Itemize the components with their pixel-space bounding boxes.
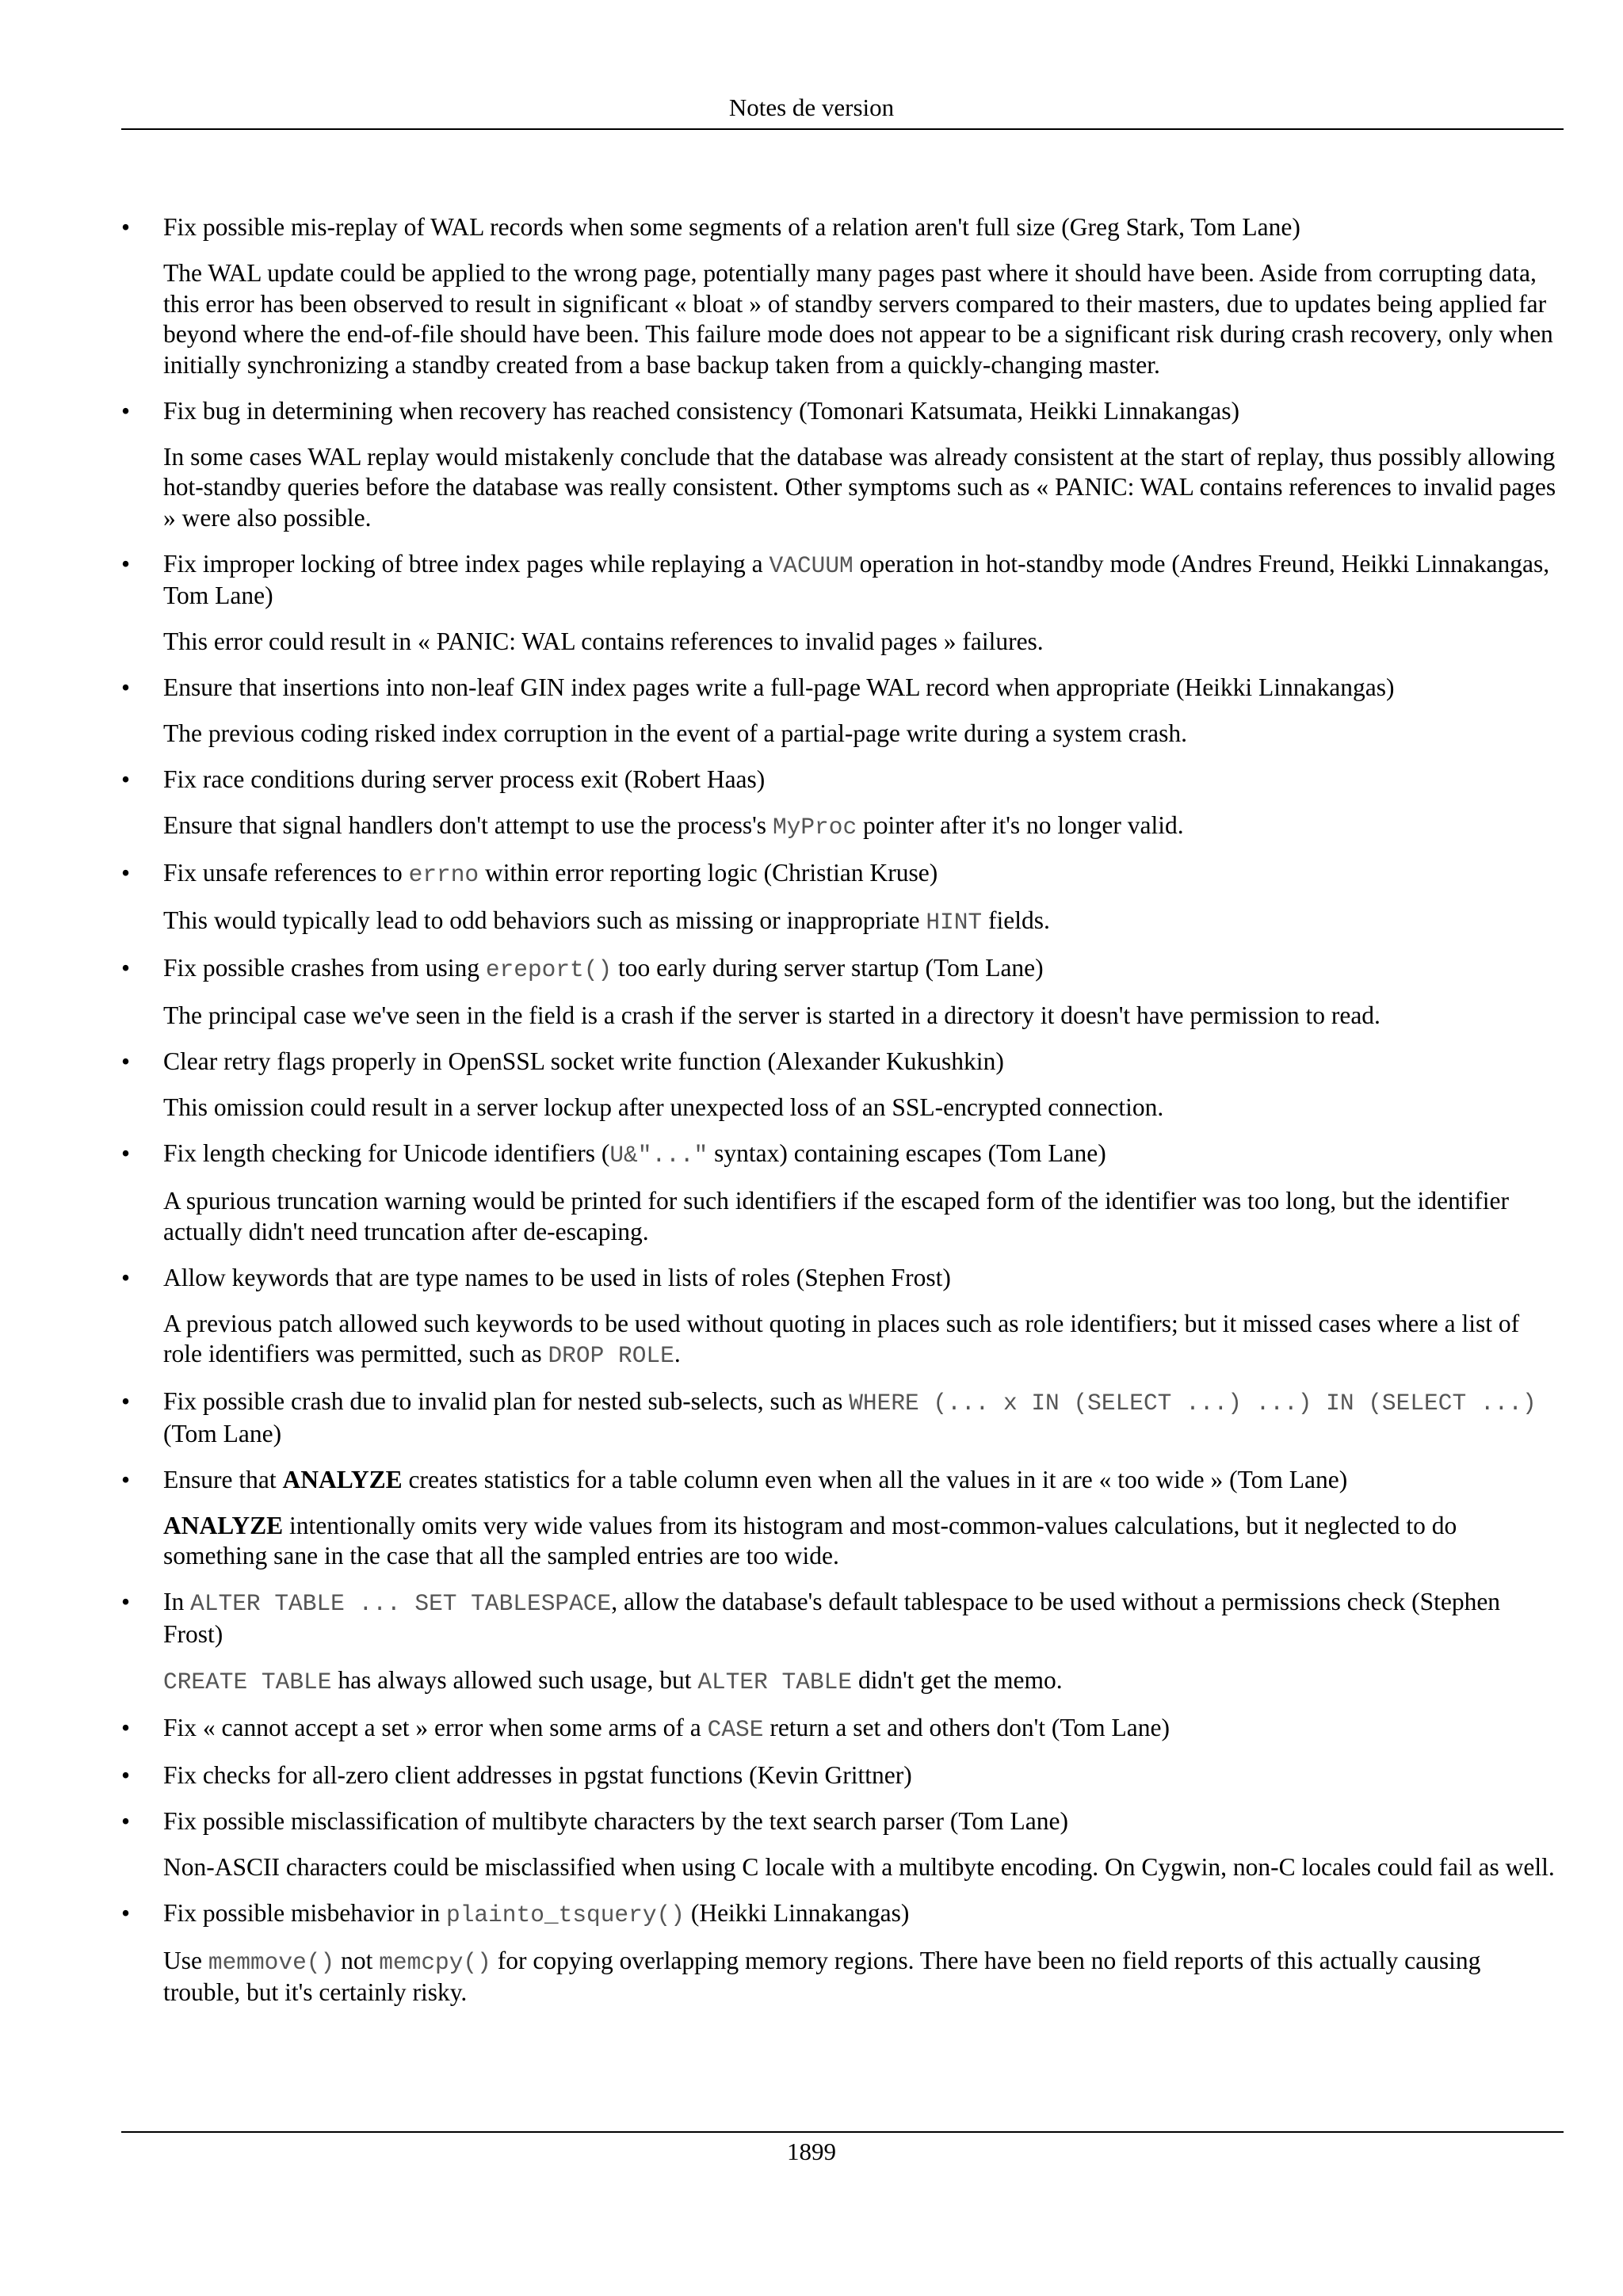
- item-summary: [163, 1713, 1564, 1745]
- bullet-icon: •: [121, 1713, 131, 1741]
- list-item: [121, 1760, 1564, 1791]
- list-item: [121, 1587, 1564, 1697]
- bullet-icon: •: [121, 1139, 131, 1167]
- text-run: Fix improper locking of btree index pages while replaying a: [163, 549, 769, 578]
- inline-code: plainto_tsquery(): [446, 1901, 685, 1928]
- bullet-icon: •: [121, 954, 131, 982]
- item-summary: [163, 1760, 1564, 1791]
- inline-code: CREATE TABLE: [163, 1668, 332, 1695]
- bullet-icon: •: [121, 1387, 131, 1415]
- text-run: pointer after it's no longer valid.: [857, 811, 1184, 839]
- list-item: [121, 765, 1564, 843]
- page-number: 1899: [787, 2138, 836, 2165]
- text-run: fields.: [982, 906, 1050, 934]
- item-summary: [163, 1465, 1564, 1496]
- text-run: Fix possible crash due to invalid plan for nested sub-selects, such as: [163, 1387, 850, 1415]
- item-summary: [163, 765, 1564, 795]
- inline-code: memcpy(): [379, 1948, 491, 1976]
- list-item: [121, 858, 1564, 938]
- item-description: [163, 627, 1564, 658]
- item-description: [163, 1001, 1564, 1032]
- text-run: The principal case we've seen in the field is a crash if the server is started in a directory it doesn't have permission to read.: [163, 1001, 1381, 1029]
- list-item: [121, 1806, 1564, 1883]
- list-item: [121, 1263, 1564, 1371]
- item-summary: [163, 953, 1564, 986]
- item-summary: [163, 1138, 1564, 1171]
- text-run: (Tom Lane): [163, 1419, 282, 1447]
- text-run: didn't get the memo.: [852, 1665, 1063, 1694]
- text-run: Fix possible misbehavior in: [163, 1898, 446, 1927]
- item-description: [163, 1186, 1564, 1247]
- item-description: [163, 442, 1564, 534]
- list-item: [121, 1898, 1564, 2008]
- list-item: [121, 1047, 1564, 1123]
- list-item: [121, 1713, 1564, 1745]
- text-run: The WAL update could be applied to the wrong page, potentially many pages past where it should have been. Aside from corrupting data, this error has been observed to result in significant « bloat » of standby servers compared to their masters, due to updates being applied far beyond where the end-of-file should have been. This failure mode does not appear to be a significant risk during crash recovery, only when initially synchronizing a standby created from a base backup taken from a quickly-changing master.: [163, 259, 1553, 379]
- item-description: [163, 1511, 1564, 1572]
- bullet-icon: •: [121, 396, 131, 425]
- text-run: within error reporting logic (Christian Kruse): [479, 859, 938, 887]
- list-item: [121, 953, 1564, 1032]
- inline-code: ALTER TABLE ... SET TABLESPACE: [190, 1590, 612, 1617]
- bullet-icon: •: [121, 1047, 131, 1075]
- text-run: Allow keywords that are type names to be used in lists of roles (Stephen Frost): [163, 1263, 951, 1291]
- item-summary: [163, 396, 1564, 427]
- bullet-icon: •: [121, 1806, 131, 1835]
- bold-term: ANALYZE: [282, 1465, 403, 1493]
- bullet-icon: •: [121, 1263, 131, 1291]
- text-run: Fix possible crashes from using: [163, 954, 486, 982]
- header-rule: [121, 128, 1564, 130]
- bullet-icon: •: [121, 1465, 131, 1493]
- text-run: has always allowed such usage, but: [331, 1665, 698, 1694]
- running-header: Notes de version: [728, 93, 895, 121]
- inline-code: HINT: [926, 909, 983, 936]
- text-run: , allow the database's default tablespace to be used without a permissions check (Stephen Frost): [163, 1588, 1501, 1648]
- list-item: [121, 212, 1564, 380]
- release-notes-list: [121, 212, 1564, 2008]
- text-run: Fix length checking for Unicode identifiers (: [163, 1139, 610, 1167]
- text-run: Clear retry flags properly in OpenSSL socket write function (Alexander Kukushkin): [163, 1047, 1004, 1075]
- text-run: Fix bug in determining when recovery has reached consistency (Tomonari Katsumata, Heikki Linnakangas): [163, 396, 1240, 425]
- inline-code: ALTER TABLE: [697, 1668, 853, 1695]
- bullet-icon: •: [121, 213, 131, 241]
- bold-term: ANALYZE: [163, 1511, 284, 1539]
- bullet-icon: •: [121, 549, 131, 578]
- item-summary: [163, 1047, 1564, 1077]
- inline-code: errno: [408, 861, 479, 888]
- text-run: for copying overlapping memory regions. There have been no field reports of this actually causing trouble, but it's certainly risky.: [163, 1946, 1481, 2006]
- inline-code: VACUUM: [769, 551, 854, 579]
- list-item: [121, 1386, 1564, 1449]
- text-run: operation in hot-standby mode (Andres Freund, Heikki Linnakangas, Tom Lane): [163, 549, 1550, 609]
- inline-code: ereport(): [485, 956, 613, 983]
- text-run: In some cases WAL replay would mistakenly conclude that the database was already consistent at the start of replay, thus possibly allowing hot-standby queries before the database was really consistent. Other symptoms such as « PANIC: WAL contains references to invalid pages » were also possible.: [163, 442, 1556, 532]
- text-run: .: [674, 1340, 681, 1367]
- item-description: [163, 258, 1564, 380]
- item-summary: [163, 1386, 1564, 1449]
- item-description: [163, 1852, 1564, 1883]
- text-run: syntax) containing escapes (Tom Lane): [708, 1139, 1106, 1167]
- item-summary: [163, 673, 1564, 704]
- list-item: [121, 396, 1564, 534]
- text-run: Use: [163, 1946, 208, 1974]
- item-description: [163, 719, 1564, 749]
- text-run: A spurious truncation warning would be printed for such identifiers if the escaped form of the identifier was too long, but the identifier actually didn't need truncation after de-escaping.: [163, 1187, 1509, 1245]
- bullet-icon: •: [121, 1898, 131, 1927]
- text-run: not: [334, 1946, 380, 1974]
- list-item: [121, 1465, 1564, 1572]
- list-item: [121, 673, 1564, 749]
- text-run: Fix race conditions during server process exit (Robert Haas): [163, 765, 766, 793]
- item-summary: [163, 858, 1564, 891]
- item-summary: [163, 212, 1564, 243]
- item-summary: [163, 1898, 1564, 1931]
- item-description: [163, 1665, 1564, 1698]
- text-run: Fix « cannot accept a set » error when some arms of a: [163, 1713, 708, 1741]
- bullet-icon: •: [121, 859, 131, 887]
- list-item: [121, 1138, 1564, 1247]
- footer-rule: [121, 2131, 1564, 2133]
- item-summary: [163, 1263, 1564, 1294]
- bullet-icon: •: [121, 1588, 131, 1615]
- inline-code: MyProc: [772, 814, 857, 841]
- text-run: In: [163, 1588, 191, 1615]
- text-run: This omission could result in a server lockup after unexpected loss of an SSL-encrypted connection.: [163, 1093, 1164, 1121]
- text-run: creates statistics for a table column even when all the values in it are « too wide » (Tom Lane): [402, 1465, 1348, 1493]
- text-run: too early during server startup (Tom Lane): [612, 954, 1044, 982]
- text-run: Non-ASCII characters could be misclassified when using C locale with a multibyte encoding. On Cygwin, non-C locales could fail as well.: [163, 1852, 1555, 1881]
- text-run: Fix possible mis-replay of WAL records when some segments of a relation aren't full size (Greg Stark, Tom Lane): [163, 213, 1300, 241]
- item-summary: [163, 1587, 1564, 1650]
- item-description: [163, 1946, 1564, 2008]
- text-run: Fix unsafe references to: [163, 859, 409, 887]
- text-run: Fix possible misclassification of multibyte characters by the text search parser (Tom Lane): [163, 1806, 1068, 1835]
- text-run: return a set and others don't (Tom Lane): [763, 1713, 1170, 1741]
- inline-code: DROP ROLE: [548, 1342, 674, 1369]
- text-run: Fix checks for all-zero client addresses in pgstat functions (Kevin Grittner): [163, 1760, 912, 1789]
- inline-code: memmove(): [208, 1948, 335, 1976]
- item-summary: [163, 1806, 1564, 1837]
- text-run: This error could result in « PANIC: WAL contains references to invalid pages » failures.: [163, 627, 1044, 655]
- text-run: Ensure that signal handlers don't attempt to use the process's: [163, 811, 773, 839]
- list-item: [121, 549, 1564, 658]
- bullet-icon: •: [121, 673, 131, 701]
- bullet-icon: •: [121, 1760, 131, 1789]
- item-description: [163, 1093, 1564, 1123]
- bullet-icon: •: [121, 765, 131, 793]
- text-run: (Heikki Linnakangas): [684, 1898, 910, 1927]
- inline-code: CASE: [707, 1715, 764, 1743]
- inline-code: WHERE (... x IN (SELECT ...) ...) IN (SELECT ...): [849, 1390, 1537, 1417]
- item-summary: [163, 549, 1564, 612]
- item-description: [163, 1309, 1564, 1371]
- text-run: The previous coding risked index corruption in the event of a partial-page write during a system crash.: [163, 719, 1187, 747]
- text-run: This would typically lead to odd behaviors such as missing or inappropriate: [163, 906, 926, 934]
- text-run: Ensure that: [163, 1465, 283, 1493]
- inline-code: U&"...": [609, 1142, 708, 1169]
- text-run: Ensure that insertions into non-leaf GIN index pages write a full-page WAL record when appropriate (Heikki Linnakangas): [163, 673, 1395, 701]
- text-run: intentionally omits very wide values from its histogram and most-common-values calculations, but it neglected to do something sane in the case that all the sampled entries are too wide.: [163, 1511, 1457, 1569]
- item-description: [163, 810, 1564, 843]
- text-run: A previous patch allowed such keywords to be used without quoting in places such as role identifiers; but it missed cases where a list of role identifiers was permitted, such as: [163, 1309, 1520, 1367]
- item-description: [163, 906, 1564, 938]
